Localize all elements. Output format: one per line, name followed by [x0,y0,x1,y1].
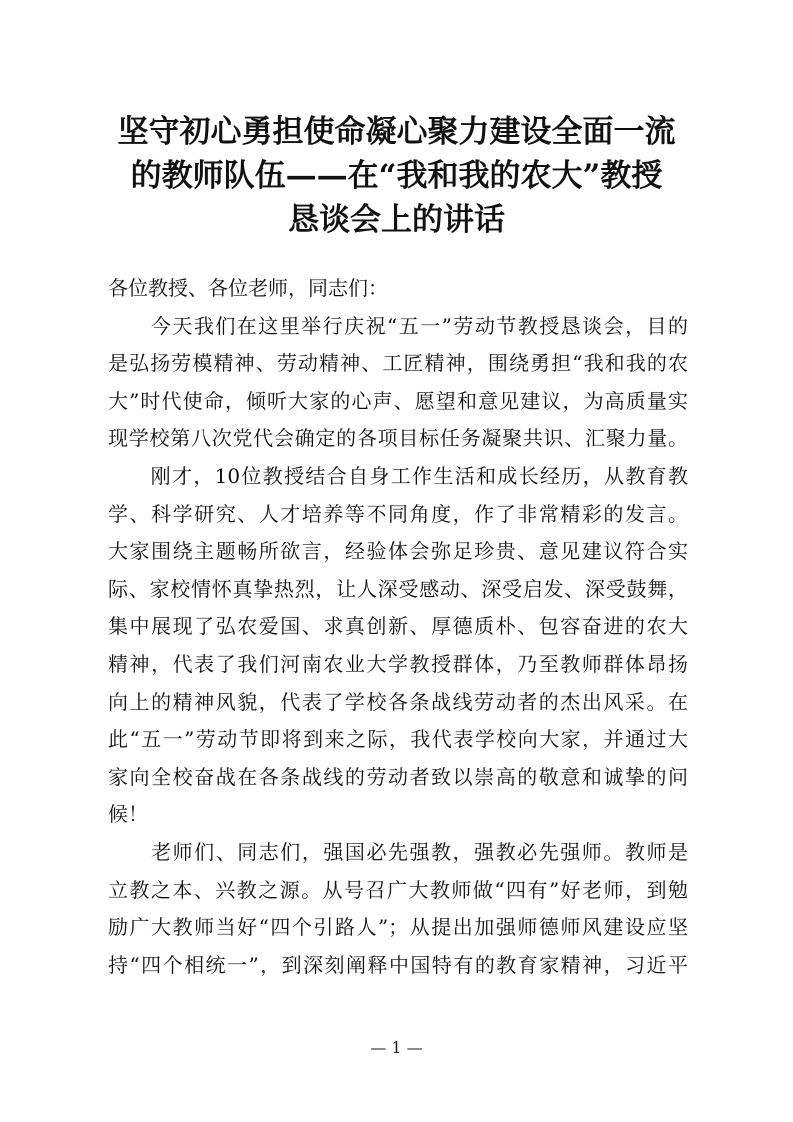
text-line: 是弘扬劳模精神、劳动精神、工匠精神，围绕勇担“我和我的农 [108,351,688,376]
text-line: 现学校第八次党代会确定的各项目标任务凝聚共识、汇聚力量。 [108,426,688,451]
text-line: 精神，代表了我们河南农业大学教授群体，乃至教师群体昂扬 [108,651,688,676]
text-line: 大”时代使命，倾听大家的心声、愿望和意见建议，为高质量实 [108,388,688,413]
title-line: 的教师队伍——在“我和我的农大”教授 [130,158,663,194]
salutation: 各位教授、各位老师，同志们： [108,276,388,300]
text-line: 励广大教师当好“四个引路人”；从提出加强师德师风建设应坚 [108,915,688,940]
document-body [108,270,688,984]
text-line: 际、家校情怀真挚热烈，让人深受感动、深受启发、深受鼓舞， [108,576,688,601]
page-number: — 1 — [370,1038,423,1057]
text-line: 集中展现了弘农爱国、求真创新、厚德质朴、包容奋进的农大 [108,614,688,639]
text-line: 刚才，10位教授结合自身工作生活和成长经历，从教育教 [108,463,688,488]
text-line: 持“四个相统一”，到深刻阐释中国特有的教育家精神，习近平 [108,952,688,977]
text-line: 今天我们在这里举行庆祝“五一”劳动节教授恳谈会，目的 [108,313,688,338]
text-line: 立教之本、兴教之源。从号召广大教师做“四有”好老师，到勉 [108,877,688,902]
text-line: 大家围绕主题畅所欲言，经验体会弥足珍贵、意见建议符合实 [108,539,688,564]
document-title [90,110,703,242]
text-line: 家向全校奋战在各条战线的劳动者致以崇高的敬意和诚挚的问 [108,764,688,789]
title-line: 恳谈会上的讲话 [288,202,505,238]
text-line: 候！ [108,802,148,827]
paragraph-1 [108,308,688,458]
paragraph-2 [108,458,688,834]
text-line: 此“五一”劳动节即将到来之际，我代表学校向大家，并通过大 [108,727,688,752]
text-line: 向上的精神风貌，代表了学校各条战线劳动者的杰出风采。在 [108,689,688,714]
title-line: 坚守初心勇担使命凝心聚力建设全面一流 [117,114,676,150]
paragraph-3 [108,834,688,984]
text-line: 学、科学研究、人才培养等不同角度，作了非常精彩的发言。 [108,501,688,526]
text-line: 老师们、同志们，强国必先强教，强教必先强师。教师是 [108,839,688,864]
